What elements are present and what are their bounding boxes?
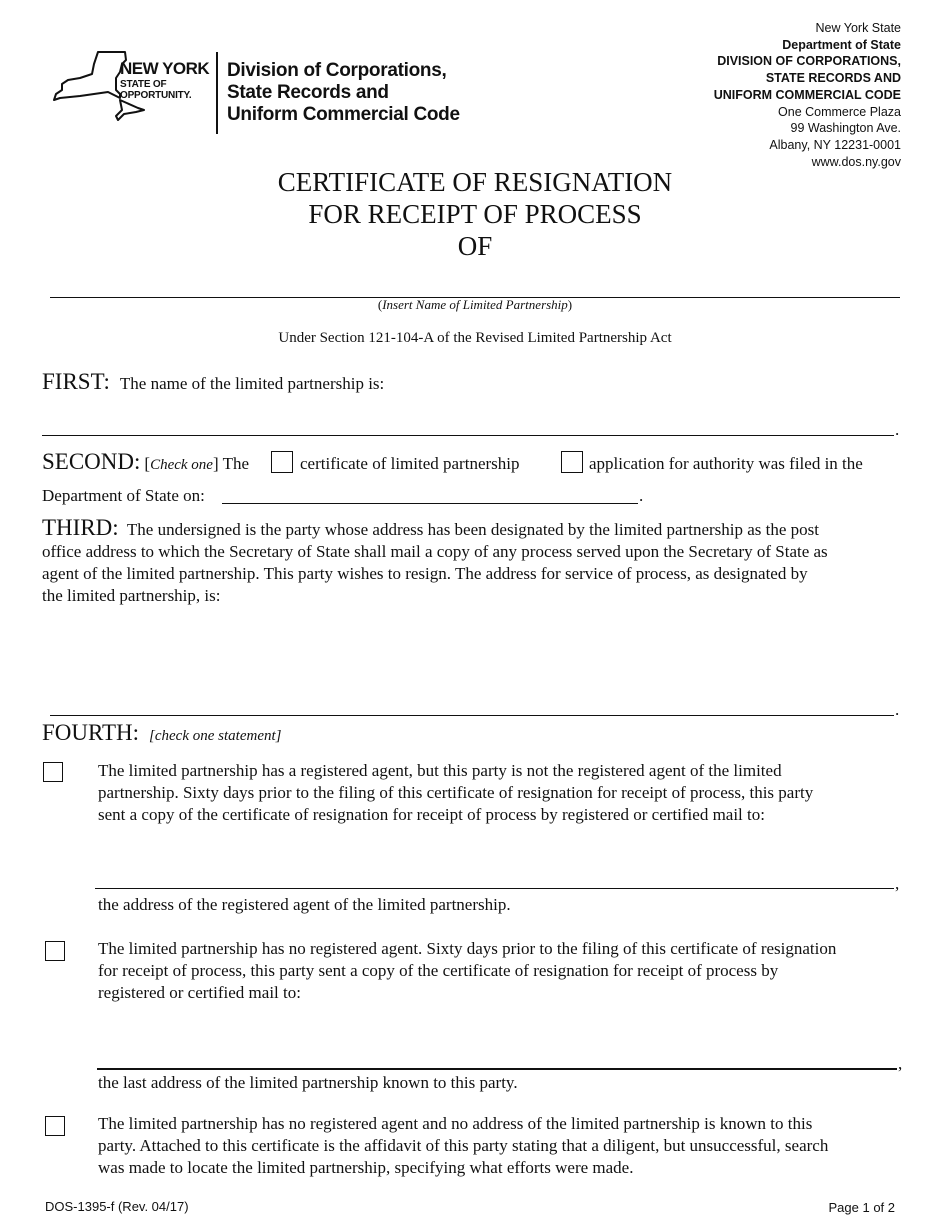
option-no-address-known-checkbox[interactable]: [45, 1116, 65, 1136]
last-known-address-field[interactable]: [97, 1068, 897, 1070]
filed-date-field[interactable]: [222, 503, 638, 504]
third-section: [42, 517, 912, 607]
second-label: SECOND:: [42, 449, 141, 474]
third-line-2: office address to which the Secretary of State shall mail a copy of any process served upon the Secretary of State as: [42, 542, 828, 561]
logo-title: NEW YORK: [120, 59, 210, 78]
second-label-group: [42, 449, 249, 476]
application-for-authority-label: application for authority was filed in the: [589, 454, 863, 473]
division-name: [227, 60, 460, 126]
option-no-address-known-text: [98, 1113, 828, 1179]
option-no-registered-agent-checkbox[interactable]: [45, 941, 65, 961]
address-line: One Commerce Plaza: [778, 104, 901, 119]
third-label: THIRD:: [42, 515, 119, 540]
address-line: New York State: [815, 21, 901, 35]
page-number: Page 1 of 2: [828, 1200, 895, 1215]
logo-sub-line-1: STATE OF: [120, 79, 167, 90]
address-line: Department of State: [782, 37, 901, 52]
option1-line-3: sent a copy of the certificate of resignation for receipt of process by registered or certified mail to:: [98, 805, 765, 824]
address-line: UNIFORM COMMERCIAL CODE: [713, 87, 901, 102]
certificate-of-lp-label: certificate of limited partnership: [300, 454, 520, 473]
caption-text: Insert Name of Limited Partnership: [382, 297, 568, 312]
application-for-authority-checkbox[interactable]: [561, 451, 583, 473]
partnership-name-caption: [0, 297, 950, 313]
division-line-2: State Records and: [227, 82, 389, 103]
logo-sub-line-2: OPPORTUNITY.: [120, 90, 192, 101]
third-period: .: [895, 700, 900, 719]
option2-after-text: the last address of the limited partnership known to this party.: [98, 1073, 518, 1092]
section-reference: Under Section 121-104-A of the Revised Limited Partnership Act: [278, 330, 672, 346]
option1-after-text: the address of the registered agent of the limited partnership.: [98, 895, 511, 914]
title-line-1: CERTIFICATE OF RESIGNATION: [277, 167, 673, 197]
option3-line-3: was made to locate the limited partnership, specifying what efforts were made.: [98, 1158, 634, 1177]
option2-comma: ,: [898, 1054, 903, 1073]
second-check-one: Check one: [150, 457, 213, 473]
second-bracket-close: ]: [212, 454, 219, 473]
fourth-label: FOURTH:: [42, 720, 140, 745]
option3-line-1: The limited partnership has no registered agent and no address of the limited partnership is known to this: [98, 1114, 813, 1133]
option-no-registered-agent-text: [98, 938, 836, 1004]
option-registered-agent-checkbox[interactable]: [43, 762, 63, 782]
first-section: [42, 369, 384, 395]
division-line-1: Division of Corporations,: [227, 60, 447, 81]
option1-line-1: The limited partnership has a registered agent, but this party is not the registered agent of the limited: [98, 761, 782, 780]
option1-line-2: partnership. Sixty days prior to the filing of this certificate of resignation for receipt of process, this party: [98, 783, 814, 802]
document-title: [0, 166, 950, 262]
title-line-2: FOR RECEIPT OF PROCESS: [308, 199, 642, 229]
third-line-3: agent of the limited partnership. This party wishes to resign. The address for service of process, as designated by: [42, 564, 808, 583]
partnership-name-line[interactable]: [42, 435, 894, 436]
title-line-3: OF: [457, 231, 493, 261]
first-period: .: [895, 420, 900, 439]
caption-paren-open: (: [377, 297, 383, 312]
third-line-1: The undersigned is the party whose address has been designated by the limited partnership as the post: [126, 520, 820, 539]
fourth-header: [42, 720, 281, 746]
division-line-3: Uniform Commercial Code: [227, 104, 460, 125]
certificate-of-lp-checkbox[interactable]: [271, 451, 293, 473]
address-website: www.dos.ny.gov: [811, 154, 901, 169]
option3-line-2: party. Attached to this certificate is the affidavit of this party stating that a diligent, but unsuccessful, search: [98, 1136, 829, 1155]
filed-date-label: Department of State on:: [42, 486, 205, 505]
registered-agent-address-field[interactable]: [95, 888, 894, 889]
logo-divider: [216, 52, 218, 134]
first-text: The name of the limited partnership is:: [119, 374, 385, 393]
fourth-instruction: [check one statement]: [149, 728, 282, 744]
address-line: 99 Washington Ave.: [790, 121, 901, 136]
logo-subtitle: [120, 79, 192, 101]
second-period: .: [639, 486, 644, 505]
address-block: [714, 20, 901, 170]
option2-line-3: registered or certified mail to:: [98, 983, 301, 1002]
service-address-field[interactable]: [50, 715, 894, 716]
option1-comma: ,: [895, 874, 900, 893]
option2-line-1: The limited partnership has no registered agent. Sixty days prior to the filing of this certificate of resignation: [98, 939, 837, 958]
address-line: STATE RECORDS AND: [765, 71, 901, 86]
form-id: DOS-1395-f (Rev. 04/17): [45, 1199, 189, 1214]
caption-paren-close: ): [567, 297, 573, 312]
address-line: Albany, NY 12231-0001: [769, 137, 901, 152]
first-label: FIRST:: [42, 369, 110, 394]
second-the: The: [222, 454, 250, 473]
option2-line-2: for receipt of process, this party sent a copy of the certificate of resignation for receipt of process by: [98, 961, 779, 980]
address-line: DIVISION OF CORPORATIONS,: [717, 54, 901, 69]
option-registered-agent-text: [98, 760, 813, 826]
second-bracket-open: [: [144, 454, 151, 473]
third-line-4: the limited partnership, is:: [42, 586, 221, 605]
